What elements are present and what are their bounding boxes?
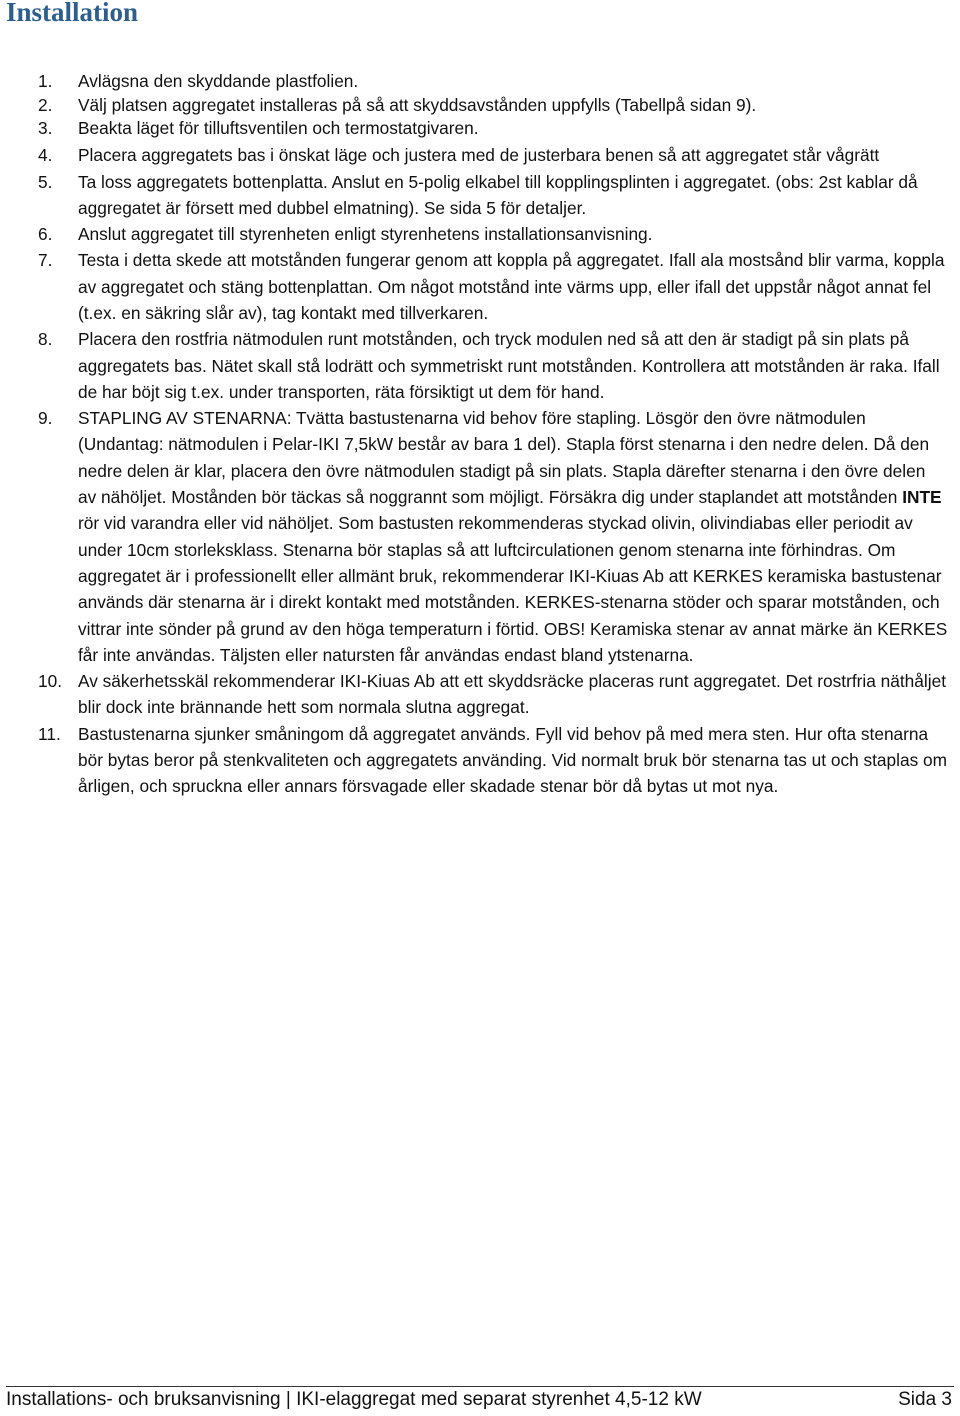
footer-document-title: Installations- och bruksanvisning | IKI-elaggregat med separat styrenhet 4,5-12 kW xyxy=(6,1389,702,1410)
step-text: Avlägsna den skyddande plastfolien. xyxy=(78,71,359,91)
step-text xyxy=(78,405,948,668)
list-item xyxy=(0,405,960,668)
step-number: 11. xyxy=(38,723,61,744)
step-text: Placera aggregatets bas i önskat läge och justera med de justerbara benen så att aggregatet står vågrätt xyxy=(78,144,880,165)
step-text: Placera den rostfria nätmodulen runt motstånden, och tryck modulen ned så att den är stadigt på sin plats på aggregatets bas. Nätet skall stå lodrätt och symmetriskt runt motstånden. Kontrollera att motstånden är raka. Ifall de har böjt sig t.ex. under transporten, räta försiktigt ut dem för hand. xyxy=(78,329,940,402)
step-number: 6. xyxy=(38,224,53,245)
step-text-part: STAPLING AV STENARNA: Tvätta bastustenarna vid behov före stapling. Lösgör den övre nätmodulen (Undantag: nätmodulen i Pelar-IKI 7,5kW består av bara 1 del). Stapla först stenarna i den nedre delen. Då den nedre delen är klar, placera den övre nätmodulen stadigt på sin plats. Stapla därefter stenarna i den övre delen av nähöljet. Mostånden bör täckas så noggrannt som möjligt. Försäkra dig under staplandet att motstånden xyxy=(78,408,930,508)
step-text: Testa i detta skede att motstånden fungerar genom att koppla på aggregatet. Ifall ala mostsånd blir varma, koppla av aggregatet och stäng bottenplattan. Om något motstånd inte värms upp, eller ifall det uppstår något annat fel (t.ex. en säkring slår av), tag kontakt med tillverkaren. xyxy=(78,250,945,323)
step-number: 1. xyxy=(38,71,53,91)
footer-divider xyxy=(6,1386,954,1387)
list-item xyxy=(0,221,960,247)
step-text: Beakta läget för tilluftsventilen och termostatgivaren. xyxy=(78,118,479,138)
list-item xyxy=(0,70,960,94)
page-number: Sida 3 xyxy=(898,1389,952,1410)
step-number: 8. xyxy=(38,329,53,350)
installation-steps-list xyxy=(0,70,960,800)
list-item xyxy=(0,721,960,800)
step-text: Välj platsen aggregatet installeras på så att skyddsavstånden uppfylls (Tabellpå sidan 9). xyxy=(78,94,757,115)
step-number: 10. xyxy=(38,671,63,692)
page-title: Installation xyxy=(6,0,139,27)
list-item xyxy=(0,668,960,721)
list-item xyxy=(0,94,960,118)
step-number: 2. xyxy=(38,94,53,115)
list-item xyxy=(0,141,960,169)
step-text-part: rör vid varandra eller vid nähöljet. Som bastusten rekommenderas styckad olivin, olivindiabas eller periodit av under 10cm storleksklass. Stenarna bör staplas så att luftcirculationen genom stenarna inte förhindras. Om aggregatet är i professionellt eller allmänt bruk, rekommenderar IKI-Kiuas Ab att KERKES keramiska bastustenar används där stenarna är i direkt kontakt med motstånden. KERKES-stenarna stöder och sparar motstånden, och vittrar inte sönder på grund av den höga temperaturn i förtid. OBS! Keramiska stenar av annat märke än KERKES får inte användas. Täljsten eller natursten får användas endast bland ytstenarna. xyxy=(78,513,948,665)
step-text: Ta loss aggregatets bottenplatta. Anslut en 5-polig elkabel till kopplingsplinten i aggregatet. (obs: 2st kablar då aggregatet är försett med dubbel elmatning). Se sida 5 för detaljer. xyxy=(78,171,918,218)
list-item xyxy=(0,247,960,326)
step-text: Av säkerhetsskäl rekommenderar IKI-Kiuas Ab att ett skyddsräcke placeras runt aggregatet. Det rostrfria näthåljet blir dock inte brännande hett som normala slutna aggregat. xyxy=(78,671,946,718)
emphasis-inte: INTE xyxy=(902,487,942,508)
list-item xyxy=(0,326,960,405)
step-number: 7. xyxy=(38,250,53,271)
step-text: Bastustenarna sjunker småningom då aggregatet används. Fyll vid behov på med mera sten. Hur ofta stenarna bör bytas beror på stenkvaliteten och aggregatets använding. Vid normalt bruk bör stenarna tas ut och staplas om årligen, och spruckna eller annars försvagade eller skadade stenar bör då bytas ut mot nya. xyxy=(78,723,948,797)
step-number: 3. xyxy=(38,118,53,138)
step-text: Anslut aggregatet till styrenheten enligt styrenhetens installationsanvisning. xyxy=(78,224,653,245)
list-item xyxy=(0,169,960,222)
list-item xyxy=(0,117,960,141)
step-number: 4. xyxy=(38,144,53,165)
step-number: 5. xyxy=(38,171,53,192)
step-number: 9. xyxy=(38,408,53,429)
